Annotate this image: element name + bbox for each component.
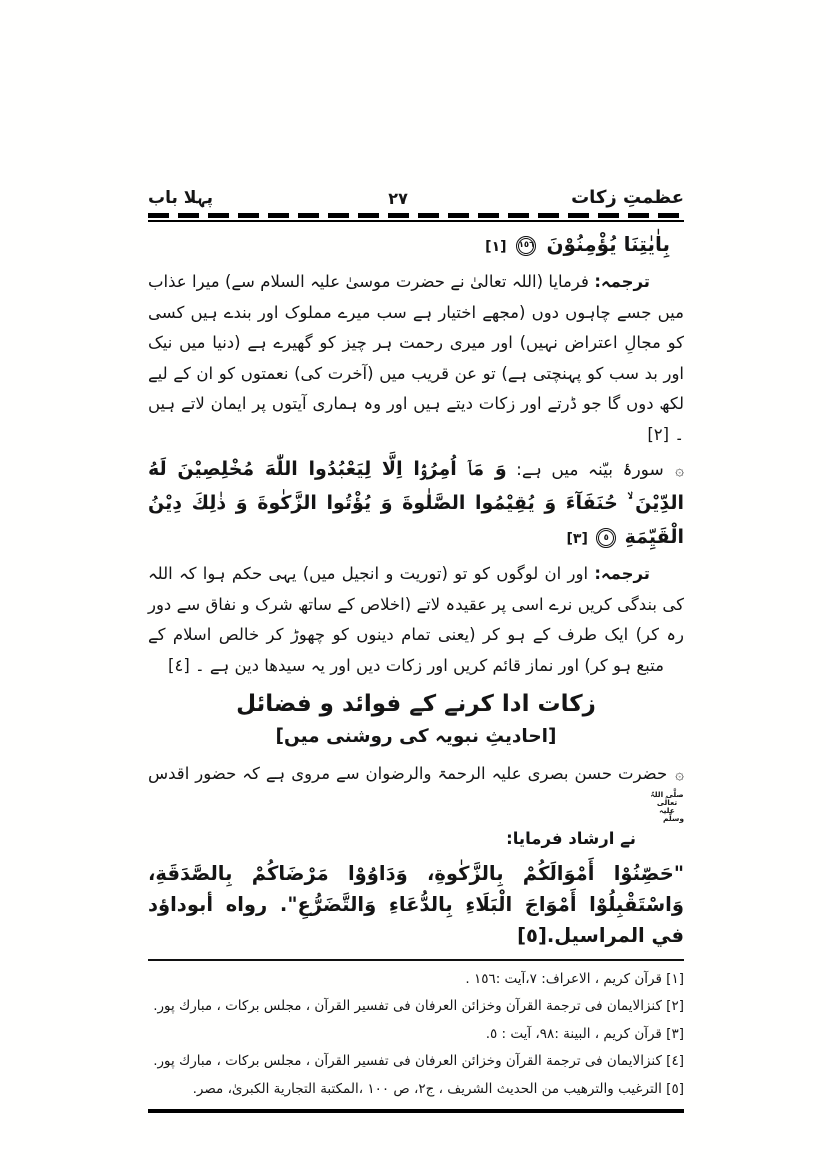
translation-text-1: فرمایا (اللہ تعالیٰ نے حضرت موسیٰ علیہ السلام سے) میرا عذاب میں جسے چاہوں دوں (مجھے اختیار ہے سب میرے مملوک اور بندے ہیں کسی کو مجالِ اعتراض نہیں) اور میری رحمت ہر چیز کو گھیرے ہے (دنیا میں نیک اور بد سب کو پہنچتی ہے) تو عن قریب میں (آخرت کی) نعمتوں کو ان کے لیے لکھ دوں گا جو ڈرتے اور زکات دیتے ہیں اور وہ ہماری آیتوں پر ایمان لاتے ہیں ۔ [٢] <box>148 272 684 444</box>
page-content <box>148 176 684 1113</box>
hadith-intro-text: حضرت حسن بصری علیہ الرحمۃ والرضوان سے مروی ہے کہ حضور اقدس <box>148 764 668 783</box>
ayah-end-marker <box>516 236 536 256</box>
quran-intro-text: سورۂ بیّنہ میں ہے: <box>516 460 664 480</box>
header-rule-dashed-line <box>148 213 684 218</box>
translation-label: ترجمہ: <box>594 564 650 583</box>
quran-verse-bayyinah <box>148 453 684 556</box>
footnote-3: [٣] قرآن كريم ، البينة :٩٨، آيت : ٥. <box>485 1025 684 1042</box>
header-rule <box>148 213 684 222</box>
bottom-rule <box>148 1109 684 1113</box>
section-subheading: [احادیثِ نبویہ کی روشنی میں] <box>275 726 557 747</box>
translation-paragraph-2 <box>148 559 684 681</box>
page-number: ۲۷ <box>388 189 408 208</box>
quran-verse-araf-text: بِاٰيٰتِنَا يُؤْمِنُوْنَ <box>546 232 670 256</box>
book-title: عظمتِ زکات <box>571 187 684 208</box>
ayah-end-marker <box>596 528 616 548</box>
header-rule-thin-line <box>148 220 684 222</box>
translation-text-2: اور ان لوگوں کو تو (توریت و انجیل میں) یہی حکم ہوا کہ اللہ کی بندگی کریں نرے اسی پر عقیدہ لاتے (اخلاص کے ساتھ شرک و نفاق سے دور رہ کر) ایک طرف کے ہو کر (یعنی تمام دینوں کو چھوڑ کر خالص اسلام کے متبع ہو کر) اور نماز قائم کریں اور زکات دیں اور یہ سیدھا دین ہے ۔ [٤] <box>148 564 684 675</box>
footnote-ref-1: [١] <box>485 239 507 255</box>
hadith-arabic-text: "حَصِّنُوْا أَمْوَالَكُمْ بِالزَّكٰوةِ، وَدَاوُوْا مَرْضَاكُمْ بِالصَّدَقَةِ، وَاسْتَقْبِلُوْا أَمْوَاجَ الْبَلَاءِ بِالدُّعَاءِ وَالتَّضَرُّعِ". رواه أبوداؤد في المراسيل.[٥] <box>148 861 684 947</box>
section-heading: زکات ادا کرنے کے فوائد و فضائل <box>236 691 596 717</box>
rub-el-hizb-icon: ۞ <box>675 461 684 479</box>
footnote-1: [١] قرآن كريم ، الاعراف: ٧،آيت :١٥٦ . <box>465 970 684 987</box>
footnote-ref-3: [٣] <box>566 531 588 547</box>
footnote-4: [٤] كنزالايمان فى ترجمة القرآن وخزائن العرفان فى تفسير القرآن ، مجلس بركات ، مبارك پور. <box>153 1053 684 1069</box>
hadith-intro-continuation: نے ارشاد فرمایا: <box>506 828 636 848</box>
translation-label: ترجمہ: <box>594 272 651 291</box>
salawat-ligature: صلَّی اللہُ تعالٰی علیہ وسلَّم <box>650 789 684 823</box>
page-header <box>148 176 684 208</box>
quran-verse-araf <box>148 227 684 264</box>
ayah-number: ١٥٦ <box>518 240 535 251</box>
chapter-title: پہلا باب <box>148 188 214 208</box>
footnote-5: [٥] الترغيب والترهيب من الحديث الشريف ، ج٢، ص ١٠٠ ،المكتبة التجارية الكبرىٰ، مصر. <box>192 1080 684 1097</box>
footnote-separator-rule <box>148 959 684 961</box>
quran-verse-bayyinah-text: وَ مَاۤ اُمِرُوْۤا اِلَّا لِيَعْبُدُوا اللّٰهَ مُخْلِصِيْنَ لَهُ الدِّيْنَ ۙ حُنَفَآءَ وَ يُقِيْمُوا الصَّلٰوةَ وَ يُؤْتُوا الزَّكٰوةَ وَ ذٰلِكَ دِيْنُ الْقَيِّمَةِ <box>148 458 684 548</box>
hadith-intro <box>148 758 684 823</box>
translation-paragraph-1 <box>148 267 684 450</box>
footnotes-block <box>148 966 684 1104</box>
footnote-2: [٢] كنزالايمان فى ترجمة القرآن وخزائن العرفان فى تفسير القرآن ، مجلس بركات ، مبارك پور. <box>153 998 684 1014</box>
rub-el-hizb-icon: ۞ <box>675 765 685 783</box>
ayah-number: ٥ <box>603 532 609 543</box>
